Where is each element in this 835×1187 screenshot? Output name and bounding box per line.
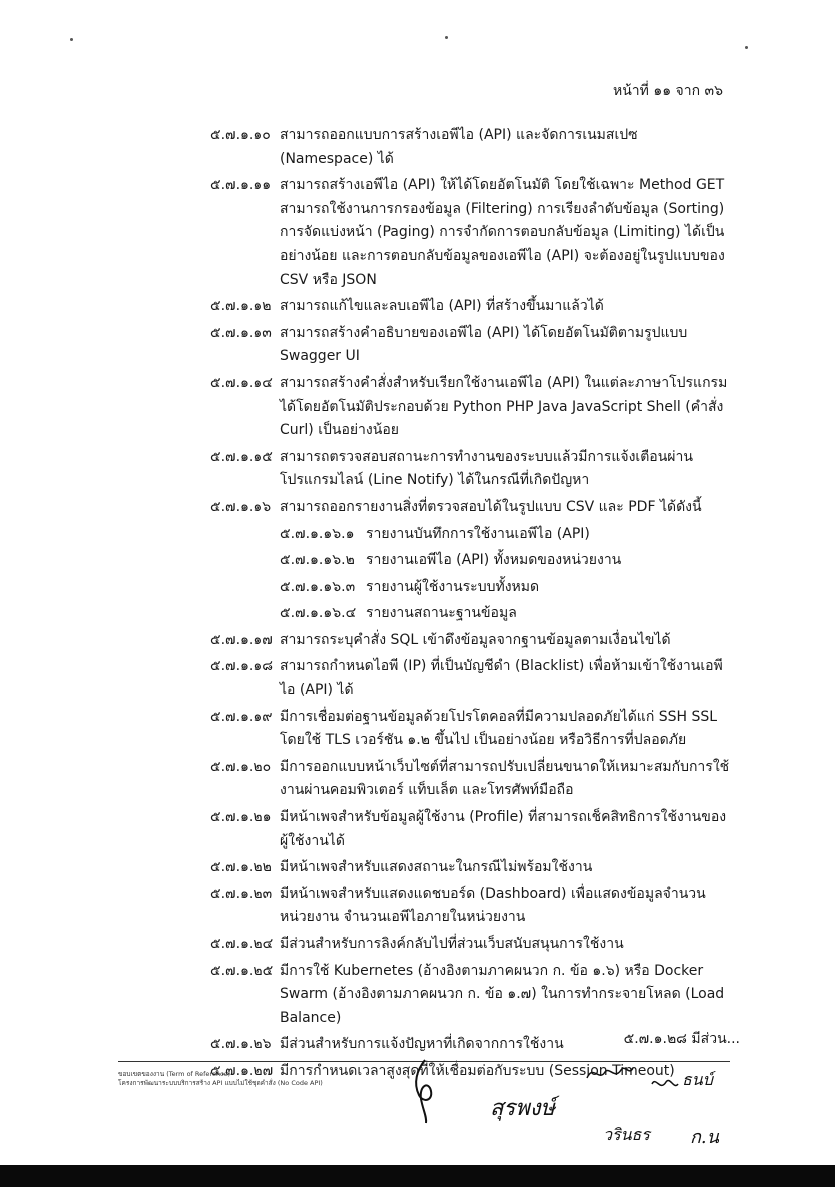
list-item [210, 933, 730, 957]
item-number: ๕.๗.๑.๑๕ [210, 448, 273, 465]
signature-scribble-icon [650, 1072, 680, 1097]
item-number: ๕.๗.๑.๑๘ [210, 658, 274, 675]
list-item [210, 856, 730, 880]
item-text: สามารถออกแบบการสร้างเอพีไอ (API) และจัดการเนมสเปซ (Namespace) ได้ [280, 127, 638, 167]
list-item [210, 446, 730, 493]
item-text: สามารถสร้างคำสั่งสำหรับเรียกใช้งานเอพีไอ (API) ในแต่ละภาษาโปรแกรมได้โดยอัตโนมัติประกอบด้วย Python PHP Java JavaScript Shell (คำสั่ง Curl) เป็นอย่างน้อย [280, 374, 728, 439]
signature-scribble-icon [585, 1060, 635, 1085]
item-text: มีหน้าเพจสำหรับข้อมูลผู้ใช้งาน (Profile) ที่สามารถเช็คสิทธิการใช้งานของผู้ใช้งานได้ [280, 809, 727, 849]
sub-item-text: รายงานเอพีไอ (API) ทั้งหมดของหน่วยงาน [366, 552, 622, 569]
footer [118, 1070, 323, 1088]
item-text: มีการกำหนดเวลาสูงสุดที่ให้เชื่อมต่อกับระบบ (Session Timeout) [280, 1062, 675, 1079]
footer-line-2: โครงการพัฒนาระบบบริการสร้าง API แบบไม่ใช้ชุดคำสั่ง (No Code API) [118, 1079, 323, 1087]
list-item [210, 174, 730, 292]
list-item [210, 124, 730, 171]
item-text: สามารถออกรายงานสิ่งที่ตรวจสอบได้ในรูปแบบ CSV และ PDF ได้ดังนี้ [280, 498, 702, 515]
sub-item-number: ๕.๗.๑.๑๖.๒ [280, 552, 355, 569]
item-number: ๕.๗.๑.๑๙ [210, 708, 273, 725]
list-item [210, 629, 730, 653]
scan-speck [745, 46, 748, 49]
item-number: ๕.๗.๑.๑๐ [210, 127, 271, 143]
list-item [210, 960, 730, 1031]
signature: ธนบ์ [682, 1070, 713, 1089]
item-number: ๕.๗.๑.๒๓ [210, 885, 273, 902]
item-text: มีหน้าเพจสำหรับแสดงสถานะในกรณีไม่พร้อมใช้งาน [280, 859, 593, 876]
sub-item-text: รายงานผู้ใช้งานระบบทั้งหมด [366, 578, 540, 595]
item-text: มีส่วนสำหรับการลิงค์กลับไปที่ส่วนเว็บสนับสนุนการใช้งาน [280, 936, 624, 952]
item-text: มีส่วนสำหรับการแจ้งปัญหาที่เกิดจากการใช้งาน [280, 1036, 564, 1053]
item-text: สามารถสร้างเอพีไอ (API) ให้ได้โดยอัตโนมัติ โดยใช้เฉพาะ Method GET สามารถใช้งานการกรองข้อมูล (Filtering) การเรียงลำดับข้อมูล (Sorting) การจัดแบ่งหน้า (Paging) การจำกัดการตอบกลับข้อมูล (Limiting) ได้เป็นอย่างน้อย และการตอบกลับข้อมูลของเอพีไอ (API) จะต้องอยู่ในรูปแบบของ CSV หรือ JSON [280, 177, 725, 288]
list-item [210, 756, 730, 803]
list-item [210, 322, 730, 369]
item-text: สามารถสร้างคำอธิบายของเอพีไอ (API) ได้โดยอัตโนมัติตามรูปแบบ Swagger UI [280, 324, 688, 365]
item-text: มีการเชื่อมต่อฐานข้อมูลด้วยโปรโตคอลที่มีความปลอดภัยได้แก่ SSH SSL โดยใช้ TLS เวอร์ชัน ๑.๒ ขึ้นไป เป็นอย่างน้อย หรือวิธีการที่ปลอดภัย [280, 708, 718, 749]
item-number: ๕.๗.๑.๒๔ [210, 936, 274, 952]
item-number: ๕.๗.๑.๑๗ [210, 631, 273, 648]
sub-item-number: ๕.๗.๑.๑๖.๑ [280, 525, 355, 542]
item-text: มีการใช้ Kubernetes (อ้างอิงตามภาคผนวก ก. ข้อ ๑.๖) หรือ Docker Swarm (อ้างอิงตามภาคผนวก ก. ข้อ ๑.๗) ในการทำกระจายโหลด (Load Balance) [280, 962, 725, 1026]
sub-list-item [280, 549, 730, 573]
item-text: มีการออกแบบหน้าเว็บไซต์ที่สามารถปรับเปลี่ยนขนาดให้เหมาะสมกับการใช้งานผ่านคอมพิวเตอร์ แท็บเล็ต และโทรศัพท์มือถือ [280, 758, 730, 799]
scan-edge-bar [0, 1165, 835, 1187]
sub-item-text: รายงานบันทึกการใช้งานเอพีไอ (API) [366, 525, 590, 542]
page-number: หน้าที่ ๑๑ จาก ๓๖ [612, 83, 723, 99]
scan-speck [70, 38, 73, 41]
item-number: ๕.๗.๑.๑๒ [210, 298, 272, 315]
list-item [210, 372, 730, 443]
sub-list-item [280, 523, 730, 547]
item-number: ๕.๗.๑.๑๖ [210, 498, 272, 515]
sub-item-number: ๕.๗.๑.๑๖.๓ [280, 578, 356, 595]
item-text: สามารถกำหนดไอพี (IP) ที่เป็นบัญชีดำ (Blacklist) เพื่อห้ามเข้าใช้งานเอพีไอ (API) ได้ [280, 658, 723, 699]
sub-list-item [280, 602, 730, 626]
item-number: ๕.๗.๑.๑๑ [210, 177, 272, 194]
item-text: สามารถแก้ไขและลบเอพีไอ (API) ที่สร้างขึ้นมาแล้วได้ [280, 298, 604, 315]
item-number: ๕.๗.๑.๒๒ [210, 859, 272, 876]
scan-speck [445, 36, 448, 39]
list-item [210, 496, 730, 520]
item-number: ๕.๗.๑.๒๐ [210, 758, 272, 775]
sub-list-item [280, 576, 730, 600]
list-item [210, 806, 730, 853]
list-item [210, 655, 730, 702]
item-number: ๕.๗.๑.๒๕ [210, 962, 274, 979]
sub-item-number: ๕.๗.๑.๑๖.๔ [280, 605, 357, 622]
signature-mark-icon [405, 1055, 445, 1125]
item-text: สามารถตรวจสอบสถานะการทำงานของระบบแล้วมีการแจ้งเตือนผ่านโปรแกรมไลน์ (Line Notify) ได้ในกรณีที่เกิดปัญหา [280, 448, 693, 489]
item-number: ๕.๗.๑.๒๗ [210, 1062, 274, 1079]
signature: วรินธร [603, 1125, 650, 1144]
item-number: ๕.๗.๑.๑๓ [210, 324, 272, 341]
footer-line-1: ขอบเขตของงาน (Term of Reference) [118, 1070, 231, 1078]
item-number: ๕.๗.๑.๒๖ [210, 1036, 272, 1053]
signature: สุรพงษ์ [490, 1096, 555, 1121]
item-text: สามารถระบุคำสั่ง SQL เข้าดึงข้อมูลจากฐานข้อมูลตามเงื่อนไขได้ [280, 631, 671, 648]
list-item [210, 295, 730, 319]
continuation-text: ๕.๗.๑.๒๘ มีส่วน... [623, 1031, 740, 1047]
item-text: มีหน้าเพจสำหรับแสดงแดชบอร์ด (Dashboard) เพื่อแสดงข้อมูลจำนวนหน่วยงาน จำนวนเอพีไอภายในหน่วยงาน [280, 885, 706, 926]
item-number: ๕.๗.๑.๒๑ [210, 809, 272, 826]
requirements-list [210, 124, 730, 1087]
list-item [210, 706, 730, 753]
list-item [210, 883, 730, 930]
sub-item-text: รายงานสถานะฐานข้อมูล [366, 605, 517, 622]
item-number: ๕.๗.๑.๑๔ [210, 374, 273, 391]
signature: ก.น [690, 1127, 719, 1148]
